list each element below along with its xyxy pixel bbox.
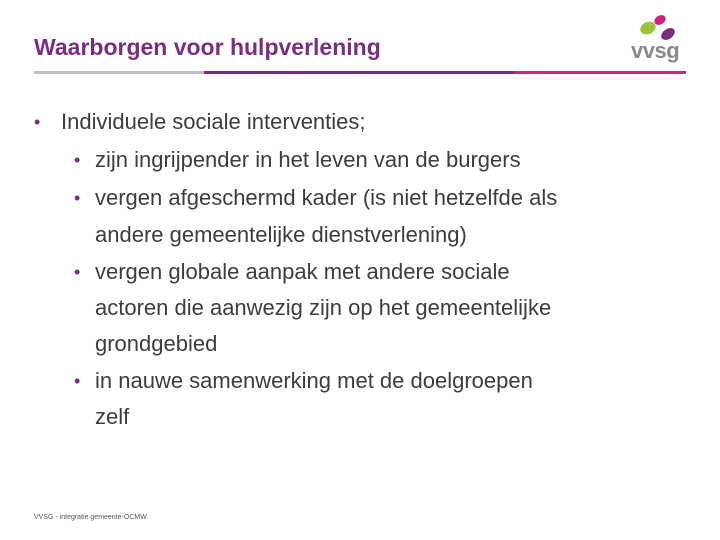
logo-text: vvsg (631, 38, 680, 63)
sub-bullet-2-line1: vergen afgeschermd kader (is niet hetzelfde als (95, 185, 558, 210)
sub-bullet-marker: • (74, 188, 81, 208)
sub-bullet-marker: • (74, 150, 81, 170)
main-bullet-text: Individuele sociale interventies; (61, 109, 366, 134)
sub-bullet-marker: • (74, 262, 81, 282)
bullet-marker: • (34, 112, 41, 132)
slide-footer: VVSG - integratie gemeente-OCMW (34, 514, 147, 521)
sub-bullet-3-line2: actoren die aanwezig zijn op het gemeentelijke (95, 295, 552, 320)
sub-bullet-4-line1: in nauwe samenwerking met de doelgroepen (95, 368, 533, 393)
title-rule-grey (34, 71, 204, 74)
sub-bullet-4-line2: zelf (95, 404, 130, 429)
sub-bullet-3-line1: vergen globale aanpak met andere sociale (95, 259, 510, 284)
sub-bullet-marker: • (74, 371, 81, 391)
title-rule-pink (514, 71, 686, 74)
sub-bullet-1-text: zijn ingrijpender in het leven van de burgers (95, 147, 521, 172)
sub-bullet-3-line3: grondgebied (95, 331, 218, 356)
slide-title: Waarborgen voor hulpverlening (34, 34, 381, 60)
title-rule-purple (204, 71, 514, 74)
sub-bullet-2-line2: andere gemeentelijke dienstverlening) (95, 222, 467, 247)
